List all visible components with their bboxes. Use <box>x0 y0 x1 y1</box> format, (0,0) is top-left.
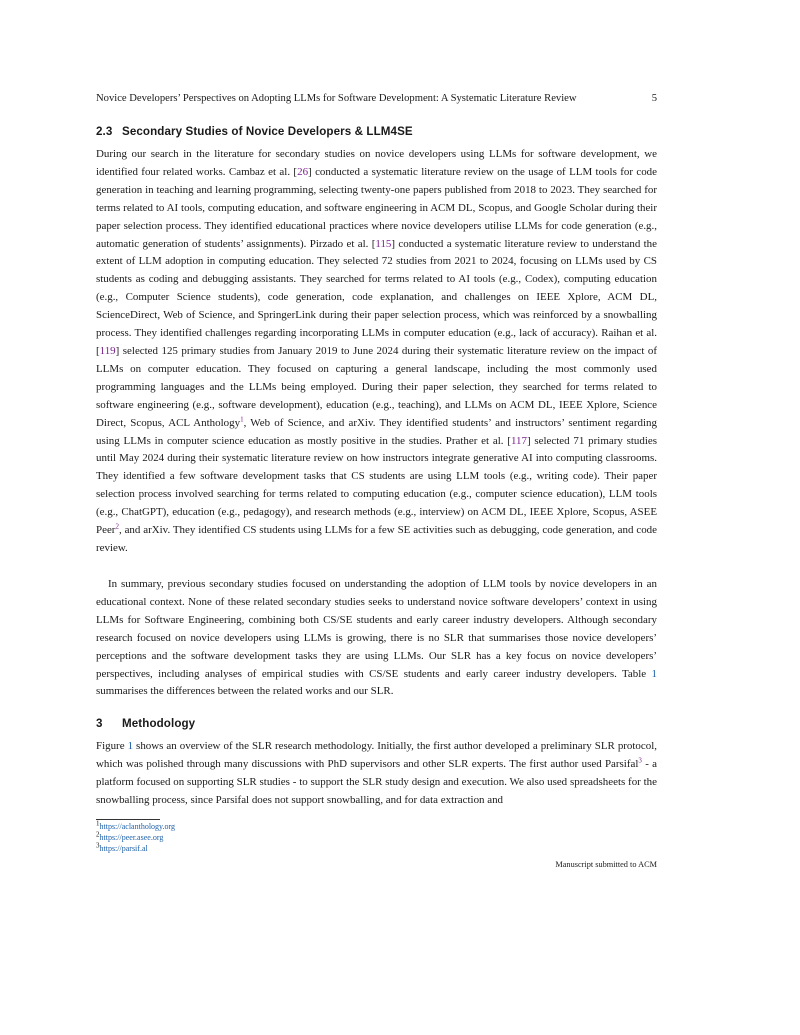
footnote-marker[interactable]: 2 <box>115 522 119 531</box>
running-head-title: Novice Developers’ Perspectives on Adopting LLMs for Software Development: A Systematic Literature Review <box>96 93 577 104</box>
citation-link[interactable]: 26 <box>297 165 309 178</box>
text-run: ] selected 125 primary studies from January 2019 to June 2024 during their systematic literature review on the impact of LLMs on computer education. They focused on capturing a general landscape, including the most commonly used programming languages and the LLMs being employed. During their paper selection, they searched for terms related to software engineering (e.g., software development), education (e.g., teaching), and LLMs on ACM DL, IEEE Xplore, Science Direct, Scopus, ACL Anthology <box>96 344 657 429</box>
text-run: During our search in the literature for secondary studies on novice developers using LLMs for software development, we identified four related works. Cambaz et al. [ <box>96 148 657 178</box>
footnote-mark: 2 <box>96 830 100 839</box>
text-run: , and arXiv. They identified CS students using LLMs for a few SE activities such as debugging, code generation, and code review. <box>96 524 657 554</box>
text-run: In summary, previous secondary studies focused on understanding the adoption of LLM tools by novice developers in an educational context. None of these related secondary studies seeks to understand novice software developers’ context in using LLMs for Software Engineering, combining both CS/SE students and early career industry developers. Although secondary research focused on novice developers using LLMs is growing, there is no SLR that summarises those novice developers’ perceptions and the software development tasks they are using LLMs. Our SLR has a key focus on novice developers’ perspectives, including analyses of empirical studies with CS/SE students and early career industry developers. Table <box>96 578 657 680</box>
text-run: ] conducted a systematic literature review to understand the extent of LLM adoption in computing education. They selected 72 studies from 2021 to 2024, focusing on LLMs used by CS students as coding and debugging assistants. They searched for terms related to AI tools (e.g., Codex), computing education (e.g., Computer Science students), code generation, code explanation, and challenges on IEEE Xplore, ACM DL, ScienceDirect, Web of Science, and SpringerLink during their paper selection process, which was reinforced by a snowballing process. They identified challenges regarding incorporating LLMs in computer education (e.g., lack of accuracy). Raihan et al. [ <box>96 237 658 357</box>
footnote-url[interactable]: https://peer.asee.org <box>99 833 164 843</box>
section-heading-2-3 <box>96 125 413 138</box>
text-run: shows an overview of the SLR research methodology. Initially, the first author developed a preliminary SLR protocol, which was polished through many discussions with PhD supervisors and other SLR experts. The first author used Parsifal <box>96 740 657 770</box>
section-title: Secondary Studies of Novice Developers & LLM4SE <box>122 125 413 138</box>
footnote-marker[interactable]: 3 <box>638 756 642 765</box>
table-reference-link[interactable]: 1 <box>651 667 657 680</box>
page-number: 5 <box>651 93 657 104</box>
section-2-3-paragraph-1 <box>96 146 657 558</box>
footnotes <box>96 821 175 855</box>
section-3-paragraph-1 <box>96 738 657 810</box>
footnote-item <box>96 843 175 854</box>
footnote-mark: 3 <box>96 841 100 850</box>
text-run: summarises the differences between the related works and our SLR. <box>96 685 394 698</box>
section-number: 2.3 <box>96 125 113 138</box>
text-run: Figure <box>96 740 128 752</box>
footnote-item <box>96 832 175 843</box>
text-run: - a platform focused on supporting SLR studies - to support the SLR study design and execution. We also used spreadsheets for the snowballing process, since Parsifal does not support snowballing, and for data extraction and <box>96 757 658 806</box>
figure-reference-link[interactable]: 1 <box>127 740 134 752</box>
text-run: , Web of Science, and arXiv. They identified students’ and instructors’ sentiment regarding using LLMs in computer science education as mostly positive in the studies. Prather et al. [ <box>96 416 657 447</box>
manuscript-footer: Manuscript submitted to ACM <box>555 860 657 869</box>
citation-link[interactable]: 117 <box>510 434 527 447</box>
footnote-item <box>96 821 175 832</box>
footnote-divider <box>96 819 160 820</box>
footnote-mark: 1 <box>96 819 100 828</box>
section-title: Methodology <box>122 717 196 730</box>
citation-link[interactable]: 115 <box>375 237 392 250</box>
footnote-marker[interactable]: 1 <box>240 414 244 423</box>
text-run: ] conducted a systematic literature review on the usage of LLM tools for code generation in teaching and learning programming, selecting twenty-one papers published from 2018 to 2023. They searched for terms related to AI tools, computing education, and software engineering in ACM DL, Scopus, and Google Scholar during their paper selection process. They identified educational practices where novice developers utilise LLMs for code generation (e.g., automatic generation of students’ assignments). Pirzado et al. [ <box>96 165 658 250</box>
footnote-url[interactable]: https://aclanthology.org <box>99 822 176 831</box>
section-heading-3 <box>96 717 195 730</box>
running-head <box>96 91 657 107</box>
footnote-url[interactable]: https://parsif.al <box>99 844 148 854</box>
text-run: ] selected 71 primary studies until May 2024 during their systematic literature review on how instructors integrate generative AI into computing classrooms. They identified a few software development tasks that CS students are using LLM tools (e.g., writing code). Their paper selection process involved searching for terms related to computing education (e.g., computer science education), LLM tools (e.g., ChatGPT), education (e.g., pedagogy), and research methods (e.g., interview) on ACM DL, IEEE Xplore, Scopus, ASEE Peer <box>96 434 657 537</box>
section-number: 3 <box>96 717 103 730</box>
section-2-3-paragraph-2 <box>96 576 657 701</box>
citation-link[interactable]: 119 <box>99 344 116 357</box>
